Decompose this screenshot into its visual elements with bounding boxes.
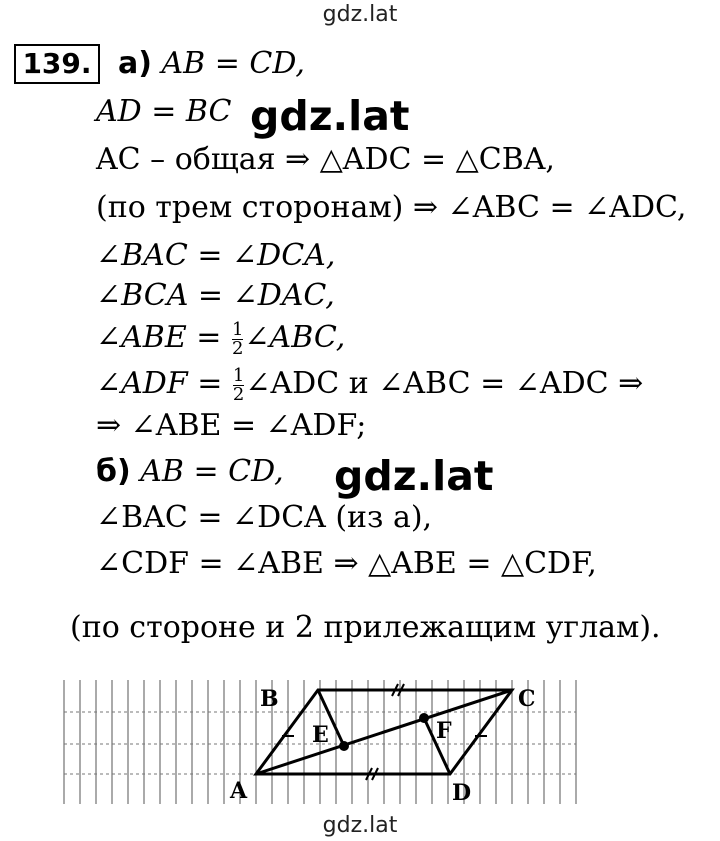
part-b-line-1: б) AB = CD, [96,454,284,489]
part-b-line-2: ∠BAC = ∠DCA (из а), [96,500,433,535]
label-a: A [230,778,248,804]
part-a-line-1 [118,44,305,84]
part-a-text-1: AB = CD, [161,46,305,81]
part-b-label: б) [96,454,131,489]
fraction-half: $\frac{1}{2}$ [231,318,244,359]
part-a-line-7: ∠ABE = $\frac{1}{2}$ ∠ABC, [96,318,346,359]
part-a-line-8: ∠ADF = $\frac{1}{2}$ ∠ADC и ∠ABC = ∠ADC ⇒ [96,364,644,405]
part-b-line-3: ∠CDF = ∠ABE ⇒ △ABE = △CDF, [96,546,597,581]
fraction-half: $\frac{1}{2}$ [232,364,245,405]
part-a-line-6: ∠BCA = ∠DAC, [96,278,335,313]
point-e-dot [339,741,349,751]
part-a-line-2: AD = BC [96,94,232,129]
label-e: E [312,722,329,748]
part-a-label: а) [118,46,152,81]
part-a-line-3: AC – общая ⇒ △ADC = △CBA, [96,142,555,177]
figure [60,676,580,812]
part-a-line-4: (по трем сторонам) ⇒ ∠ABC = ∠ADC, [96,190,687,225]
label-f: F [436,718,452,744]
point-f-dot [419,713,429,723]
problem-number: 139. [14,44,100,84]
watermark-big-2: gdz.lat [330,456,497,497]
part-a-line-5: ∠BAC = ∠DCA, [96,238,336,273]
watermark-bottom: gdz.lat [322,813,398,838]
conclusion: (по стороне и 2 прилежащим углам). [70,610,661,645]
label-b: B [260,686,279,712]
part-a-line-9: ⇒ ∠ABE = ∠ADF; [96,408,367,443]
label-d: D [452,780,472,806]
label-c: C [518,686,536,712]
parallelogram-figure [60,676,580,808]
watermark-big-1: gdz.lat [246,96,413,137]
watermark-top: gdz.lat [322,2,398,27]
